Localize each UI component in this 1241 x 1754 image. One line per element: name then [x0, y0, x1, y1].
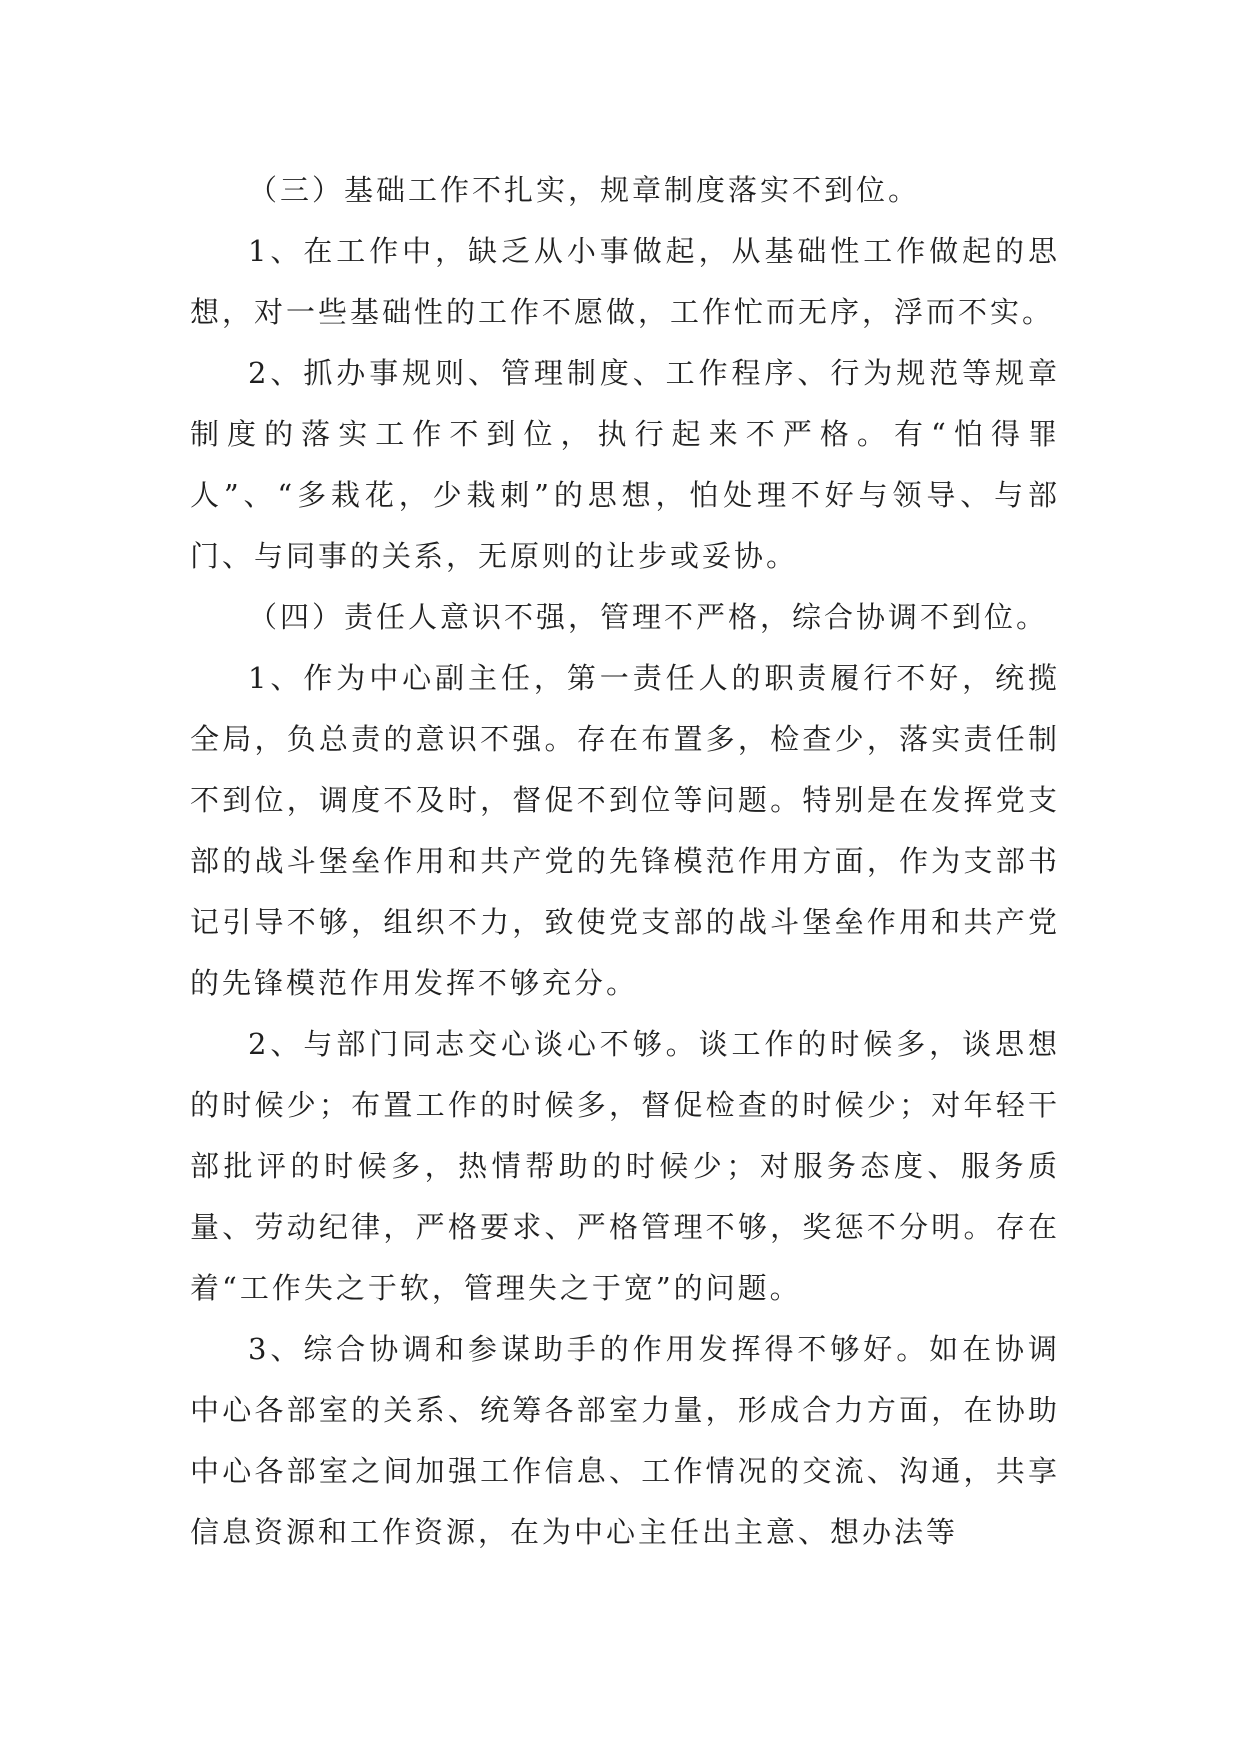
paragraph-4-2: 2、与部门同志交心谈心不够。谈工作的时候多，谈思想的时候少；布置工作的时候多，督促检查的时候少；对年轻干部批评的时候多，热情帮助的时候少；对服务态度、服务质量、劳动纪律，严格要求、严格管理不够，奖惩不分明。存在着“工作失之于软，管理失之于宽”的问题。: [190, 1027, 1060, 1305]
section-heading-3: （三）基础工作不扎实，规章制度落实不到位。: [248, 173, 921, 207]
section-heading-4: （四）责任人意识不强，管理不严格，综合协调不到位。: [248, 600, 1049, 634]
paragraph-3-2: 2、抓办事规则、管理制度、工作程序、行为规范等规章制度的落实工作不到位，执行起来不严格。有“怕得罪人”、“多栽花，少栽刺”的思想，怕处理不好与领导、与部门、与同事的关系，无原则的让步或妥协。: [190, 356, 1060, 573]
paragraph-4-3: 3、综合协调和参谋助手的作用发挥得不够好。如在协调中心各部室的关系、统筹各部室力量，形成合力方面，在协助中心各部室之间加强工作信息、工作情况的交流、沟通，共享信息资源和工作资源，在为中心主任出主意、想办法等: [190, 1332, 1060, 1549]
document-body: [190, 160, 1060, 1563]
paragraph-3-1: 1、在工作中，缺乏从小事做起，从基础性工作做起的思想，对一些基础性的工作不愿做，工作忙而无序，浮而不实。: [190, 234, 1060, 329]
paragraph-4-1: 1、作为中心副主任，第一责任人的职责履行不好，统揽全局，负总责的意识不强。存在布置多，检查少，落实责任制不到位，调度不及时，督促不到位等问题。特别是在发挥党支部的战斗堡垒作用和共产党的先锋模范作用方面，作为支部书记引导不够，组织不力，致使党支部的战斗堡垒作用和共产党的先锋模范作用发挥不够充分。: [190, 661, 1060, 1000]
